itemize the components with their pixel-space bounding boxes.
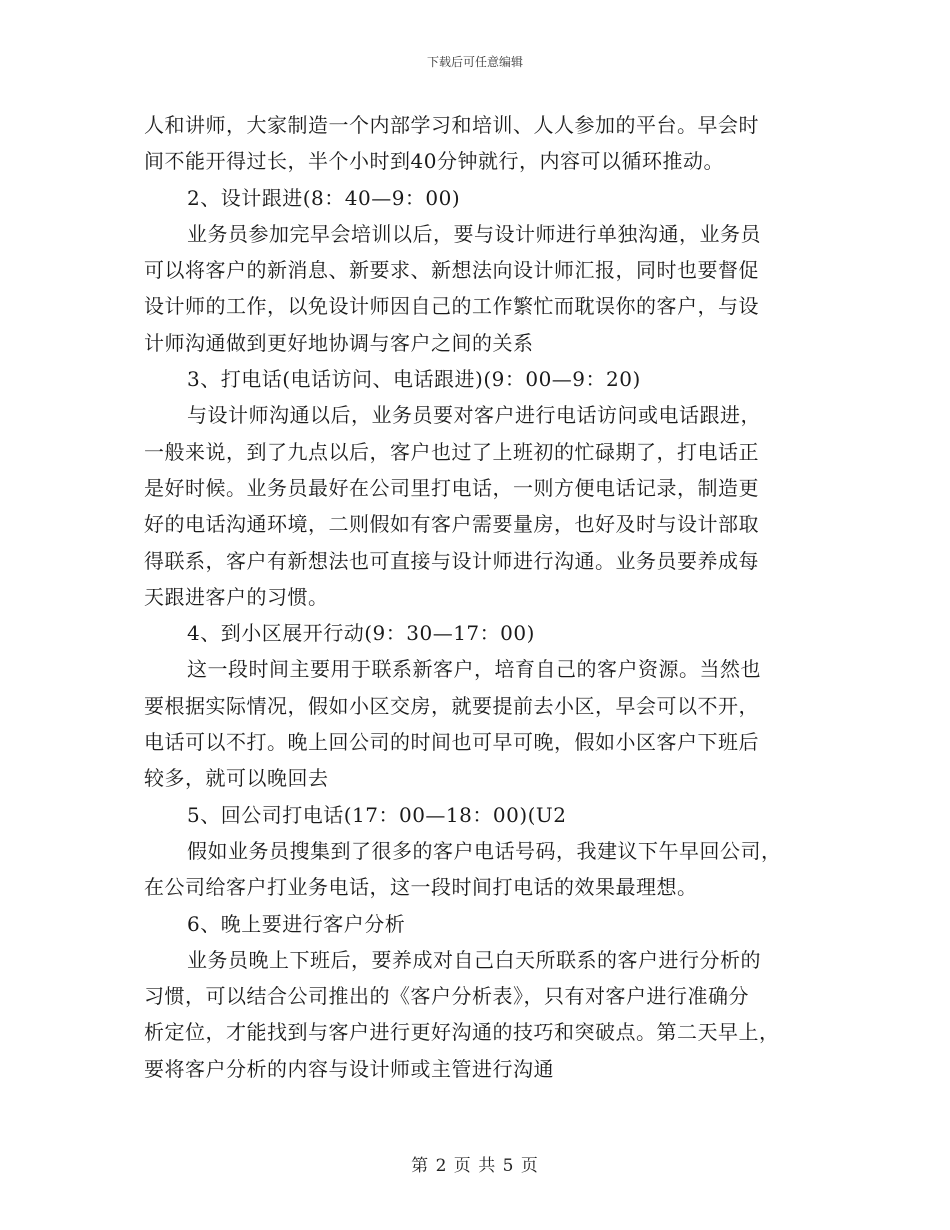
text-line: 要根据实际情况，假如小区交房，就要提前去小区，早会可以不开，: [144, 693, 759, 718]
text-line: 计师沟通做到更好地协调与客户之间的关系: [144, 330, 534, 355]
text-line: 假如业务员搜集到了很多的客户电话号码，我建议下午早回公司，: [187, 838, 782, 863]
text-line: 4、到小区展开行动(9：30—17：00): [187, 621, 535, 646]
text-line: 3、打电话(电话访问、电话跟进)(9：00—9：20): [187, 367, 641, 392]
text-line: 要将客户分析的内容与设计师或主管进行沟通: [144, 1056, 554, 1081]
text-line: 好的电话沟通环境，二则假如有客户需要量房，也好及时与设计部取: [144, 512, 759, 537]
text-line: 电话可以不打。晚上回公司的时间也可早可晚，假如小区客户下班后: [144, 730, 759, 755]
text-line: 天跟进客户的习惯。: [144, 584, 329, 609]
page-footer: 第 2 页 共 5 页: [411, 1156, 539, 1176]
text-line: 在公司给客户打业务电话，这一段时间打电话的效果最理想。: [144, 875, 698, 900]
text-line: 一般来说，到了九点以后，客户也过了上班初的忙碌期了，打电话正: [144, 439, 759, 464]
text-line: 较多，就可以晚回去: [144, 766, 329, 791]
text-line: 得联系，客户有新想法也可直接与设计师进行沟通。业务员要养成每: [144, 548, 759, 573]
page-header: 下载后可任意编辑: [426, 55, 523, 69]
text-line: 2、设计跟进(8：40—9：00): [187, 185, 461, 210]
text-line: 与设计师沟通以后，业务员要对客户进行电话访问或电话跟进，: [187, 403, 761, 428]
text-line: 5、回公司打电话(17：00—18：00)(U2: [187, 802, 567, 827]
text-line: 可以将客户的新消息、新要求、新想法向设计师汇报，同时也要督促: [144, 258, 759, 283]
text-line: 是好时候。业务员最好在公司里打电话，一则方便电话记录，制造更: [144, 475, 759, 500]
text-line: 间不能开得过长，半个小时到40分钟就行，内容可以循环推动。: [144, 149, 724, 174]
text-line: 业务员晚上下班后，要养成对自己白天所联系的客户进行分析的: [187, 947, 761, 972]
text-line: 析定位，才能找到与客户进行更好沟通的技巧和突破点。第二天早上，: [144, 1020, 780, 1045]
text-line: 这一段时间主要用于联系新客户，培育自己的客户资源。当然也: [187, 657, 761, 682]
document-body: [144, 107, 814, 1087]
text-line: 6、晚上要进行客户分析: [187, 911, 406, 936]
text-line: 业务员参加完早会培训以后，要与设计师进行单独沟通，业务员: [187, 221, 761, 246]
text-line: 人和讲师，大家制造一个内部学习和培训、人人参加的平台。早会时: [144, 113, 759, 137]
text-line: 设计师的工作，以免设计师因自己的工作繁忙而耽误你的客户，与设: [144, 294, 759, 319]
text-line: 习惯，可以结合公司推出的《客户分析表》，只有对客户进行准确分: [144, 984, 749, 1009]
